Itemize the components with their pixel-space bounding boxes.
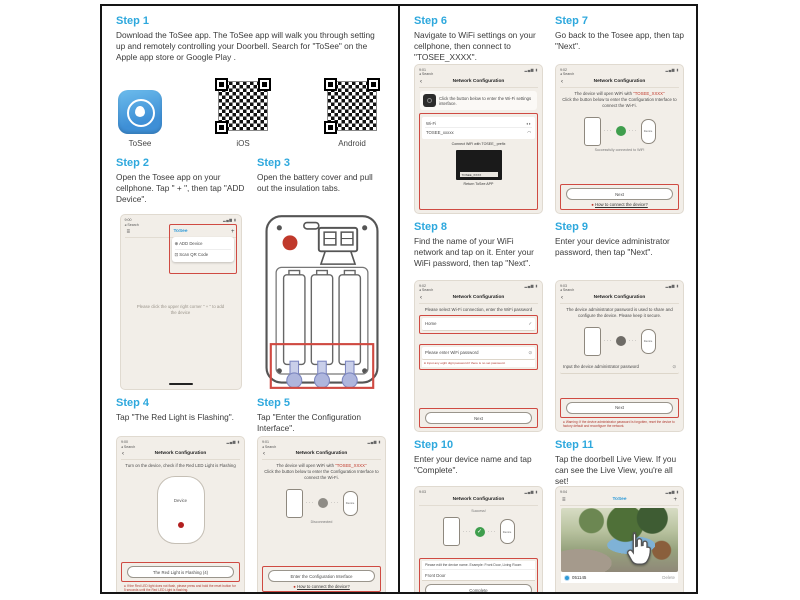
menu-item-add-device: ⊕ ADD Device <box>175 239 231 250</box>
back-icon: ‹ <box>420 78 422 85</box>
back-to-app-label: Search <box>127 222 139 227</box>
wifi-password-field: Please enter WiFi password <box>425 350 479 356</box>
tosee-app-icon <box>118 90 162 134</box>
step10-title: Step 10 <box>414 439 454 451</box>
app-screenshot-thumb <box>456 150 502 180</box>
highlight-box-next: Next ● How to connect the device? <box>560 184 679 210</box>
step5-body: Tap "Enter the Configuration Interface". <box>257 412 361 434</box>
pointing-hand-icon <box>622 529 652 569</box>
step10-body: Enter your device name and tap "Complete". <box>414 454 532 475</box>
complete-button: Complete <box>425 584 532 592</box>
wifi-banner: TOSEE_XXXX <box>460 172 498 177</box>
reset-button <box>282 236 297 251</box>
status-icons: ▂▄▆ ▮ <box>665 490 679 495</box>
red-led-dot <box>178 522 184 528</box>
left-column <box>102 6 398 592</box>
connection-node <box>616 336 626 346</box>
status-time: 9:01 <box>262 440 269 445</box>
highlight-box-enter-config: Enter the Configuration Interface ● How to connect the device? <box>262 566 381 592</box>
doorbell-back-diagram <box>263 214 381 390</box>
wifi-name: "TOSEE_XXXX" <box>633 91 665 97</box>
phone-icon <box>584 327 601 356</box>
android-qr-code <box>324 78 380 134</box>
instruction-text: The device will open WiFi with "TOSEE_XXXX" Click the button below to enter the Configuration Interface to connect the Wi-Fi. <box>562 91 677 108</box>
home-indicator <box>169 383 193 386</box>
step6-phone-screenshot: 9:01 ◂ Search ▂▄▆ ▮ ‹ Network Configuration Click the button below to enter the Wi-Fi settings interface. Wi-Fi ◖◗ TOSEE_xxxxx ◠ Connect WiFi with TOSEE_ prefix TOSEE_XXXX Return ToSee APP <box>414 64 543 214</box>
step2-title: Step 2 <box>116 157 150 170</box>
connection-status: Disconnected <box>310 519 333 524</box>
nav-title: Network Configuration <box>295 451 348 457</box>
app-title: ToSee <box>173 229 188 235</box>
success-status: Success! <box>471 509 486 514</box>
highlight-box-wifi-name <box>419 315 538 334</box>
tosee-app-label: ToSee <box>128 139 152 149</box>
success-check-node: ✓ <box>475 527 485 537</box>
device-icon: Device <box>500 519 515 544</box>
eye-icon: ⊙ <box>528 349 532 355</box>
nav-title: Network Configuration <box>452 497 505 503</box>
wifi-name-field: Home <box>425 321 437 327</box>
status-time: 9:03 <box>419 490 426 495</box>
nav-title: Network Configuration <box>593 295 646 301</box>
wifi-name: "TOSEE_XXXX" <box>335 463 367 469</box>
enter-configuration-button: Enter the Configuration Interface <box>268 570 375 582</box>
connection-diagram: ··· ··· Device <box>262 489 381 518</box>
phone-icon <box>286 489 303 518</box>
empty-state-hint: Please click the upper right corner " + " to add the device <box>136 303 225 315</box>
phone-status-bar: 9:00 ◂ Search ▂▄▆ ▮ <box>124 218 237 227</box>
step8-title: Step 8 <box>414 221 448 233</box>
wifi-icon: ◠ <box>527 129 531 135</box>
plus-icon: + <box>673 497 677 504</box>
toggle-icon: ◖◗ <box>525 120 531 126</box>
status-icons: ▂▄▆ ▮ <box>524 490 538 495</box>
connection-diagram: ··· ··· Device <box>560 327 679 356</box>
eye-icon: ⊙ <box>672 363 676 369</box>
caption-connect-wifi: Connect WiFi with TOSEE_ prefix <box>451 142 506 147</box>
next-button: Next <box>425 412 532 424</box>
step9-body: Enter your device administrator password, then tap "Next". <box>555 236 670 257</box>
step8-body: Find the name of your WiFi network and tap on it. Enter your WiFi password, then tap "Next". <box>414 236 534 268</box>
status-time: 9:04 <box>560 490 567 495</box>
caption-return-app: Return ToSee APP <box>463 182 494 187</box>
highlight-box-next <box>419 408 538 428</box>
plus-icon: + <box>230 229 235 236</box>
red-light-flashing-button: The Red Light is Flashing (4) <box>127 566 234 578</box>
right-column <box>398 6 696 592</box>
phone-icon <box>584 117 601 146</box>
ios-qr-code <box>215 78 271 134</box>
status-time: 9:00 <box>121 440 128 445</box>
hamburger-icon: ≡ <box>562 497 566 504</box>
device-name-hint: Please edit the device name. Example: Front Door, Living Room <box>422 561 535 570</box>
step9-title: Step 9 <box>555 221 589 233</box>
delete-label: Delete <box>662 575 675 581</box>
status-time: 9:02 <box>560 68 567 72</box>
back-icon: ‹ <box>122 450 124 457</box>
connection-node-connected <box>616 126 626 136</box>
admin-password-field: Input the device administrator password <box>563 364 639 370</box>
check-icon: ✓ <box>528 320 532 326</box>
ios-label: iOS <box>236 139 250 149</box>
connection-node <box>318 498 328 508</box>
step4-body: Tap "The Red Light is Flashing". <box>116 412 234 423</box>
step4-title: Step 4 <box>116 397 150 410</box>
menu-item-scan-qr: ⊡ Scan QR Code <box>174 252 209 258</box>
step3-body: Open the battery cover and pull out the insulation tabs. <box>257 172 373 194</box>
step5-phone-screenshot: 9:01 ◂ Search ▂▄▆ ▮ ‹ Network Configuration The device will open WiFi with "TOSEE_XXXX" Click the button below to enter the Configuration Interface to connect the Wi-Fi. ··· ··· Device Disconnected Enter the Configuration Interface ● How to connect the device? <box>257 436 386 592</box>
nav-title: Network Configuration <box>452 295 505 301</box>
device-icon: Device <box>641 329 656 354</box>
next-button: Next <box>566 402 673 414</box>
back-icon: ‹ <box>561 294 563 301</box>
live-view-thumbnail <box>561 508 678 572</box>
step7-body: Go back to the Tosee app, then tap "Next". <box>555 30 685 51</box>
highlight-box-add-device <box>169 224 237 274</box>
instruction-text: Turn on the device, check if the Red LED Light is Flashing <box>125 463 236 469</box>
status-icons: ▂▄▆ ▮ <box>367 440 381 445</box>
connection-diagram: ··· ··· Device <box>560 117 679 146</box>
step10-phone-screenshot <box>414 486 543 592</box>
status-icons: ▂▄▆ ▮ <box>665 68 679 72</box>
device-illustration: Device <box>157 476 205 544</box>
next-button: Next <box>566 188 673 200</box>
step11-phone-screenshot <box>555 486 684 592</box>
highlight-box-next <box>560 398 679 418</box>
android-label: Android <box>338 139 366 149</box>
nav-title: Network Configuration <box>154 451 207 457</box>
step4-phone-screenshot: 9:00 ◂ Search ▂▄▆ ▮ ‹ Network Configuration Turn on the device, check if the Red LED Light is Flashing Device The Red Light is Flashing (4) ● If the Red LED light does not flash, please press and hold the reset button for 5 seconds until the Red LED Light is flashing. <box>116 436 245 592</box>
status-time: 9:03 <box>560 284 567 288</box>
status-time: 9:00 <box>124 218 132 223</box>
highlight-box-wifi-password <box>419 344 538 370</box>
step6-body: Navigate to WiFi settings on your cellphone, then connect to "TOSEE_XXXX". <box>414 30 536 62</box>
step7-phone-screenshot: 9:02 ◂ Search ▂▄▆ ▮ ‹ Network Configuration The device will open WiFi with "TOSEE_XXXX" Click the button below to enter the Configuration Interface to connect the Wi-Fi. ··· ··· Device Successfully connected to WiFi Next ● How to connect the device? <box>555 64 684 214</box>
device-photo-icon <box>423 94 436 107</box>
card-text: Click the button below to enter the Wi-Fi settings interface. <box>439 95 532 106</box>
step1-title: Step 1 <box>116 15 150 27</box>
status-icons: ▂▄▆ ▮ <box>222 218 237 223</box>
step3-title: Step 3 <box>257 157 291 170</box>
app-title: ToSee <box>612 497 627 503</box>
highlight-box-device-name <box>419 558 538 592</box>
back-icon: ‹ <box>420 294 422 301</box>
step1-body: Download the ToSee app. The ToSee app will walk you through setting up and remotely controlling your Doorbell. Search for "ToSee" on the Apple app store or Google Play . <box>116 30 375 62</box>
device-id: 051145 <box>572 575 587 581</box>
device-name-field: Front Door <box>422 570 535 581</box>
step2-body: Open the Tosee app on your cellphone. Tap " + ", then tap "ADD Device". <box>116 172 245 204</box>
phone-icon <box>443 517 460 546</box>
warning-note: ● Warning: If the device administrator password is forgotten, reset the device to factory default and reconfigure the network. <box>563 419 675 428</box>
device-row <box>561 572 678 583</box>
camera-status-icon <box>564 575 570 581</box>
back-icon: ‹ <box>263 450 265 457</box>
manual-page <box>100 4 698 594</box>
highlight-box-red-light-button <box>121 562 240 582</box>
password-note: ● Input any eight digit password if there is no set password. <box>422 360 535 367</box>
footnote: ● If the Red LED light does not flash, please press and hold the reset button for 5 seconds until the Red LED Light is flashing. <box>124 584 236 592</box>
insulation-tabs <box>286 362 356 389</box>
app-download-row <box>118 78 380 148</box>
instruction-text: Please select Wi-Fi connection, enter the WiFi password <box>424 307 533 313</box>
step9-phone-screenshot: 9:03 ◂ Search ▂▄▆ ▮ ‹ Network Configuration The device administrator password is used to share and configure the device. Please keep it secure. ··· ··· Device Input the device administrator password ⊙ Next ● Warning: If the device administrator password is forgotten, reset the device to factory default and reconfigure the network. <box>555 280 684 432</box>
step5-title: Step 5 <box>257 397 291 410</box>
connection-diagram: ··· ✓ ··· Device <box>419 517 538 546</box>
nav-title: Network Configuration <box>452 79 505 85</box>
connection-status: Successfully connected to WiFi <box>594 147 645 152</box>
how-to-connect-link: How to connect the device? <box>595 202 648 207</box>
status-time: 9:01 <box>419 68 426 72</box>
hamburger-icon: ≡ <box>126 229 131 236</box>
step2-phone-screenshot <box>120 214 242 390</box>
device-icon: Device <box>343 491 358 516</box>
step7-title: Step 7 <box>555 15 589 27</box>
wifi-settings-mini: Wi-Fi ◖◗ TOSEE_xxxxx ◠ <box>422 117 535 139</box>
status-icons: ▂▄▆ ▮ <box>226 440 240 445</box>
nav-title: Network Configuration <box>593 79 646 85</box>
instruction-text: The device will open WiFi with "TOSEE_XXXX" Click the button below to enter the Configuration Interface to connect the Wi-Fi. <box>264 463 379 481</box>
step11-title: Step 11 <box>555 439 594 451</box>
step8-phone-screenshot: 9:02 ◂ Search ▂▄▆ ▮ ‹ Network Configuration Please select Wi-Fi connection, enter the WiFi password Home ✓ Please enter WiFi password ⊙ ● Input any eight digit password if there is no set password. Next <box>414 280 543 432</box>
step6-title: Step 6 <box>414 15 448 27</box>
highlight-box-wifi-steps <box>419 113 538 210</box>
status-time: 9:02 <box>419 284 426 288</box>
status-icons: ▂▄▆ ▮ <box>665 284 679 288</box>
device-icon: Device <box>641 119 656 144</box>
status-icons: ▂▄▆ ▮ <box>524 284 538 288</box>
step11-body: Tap the doorbell Live View. If you can see the Live View, you're all set! <box>555 454 677 486</box>
instruction-text: The device administrator password is used to share and configure the device. Please keep it secure. <box>566 307 673 318</box>
how-to-connect-link: How to connect the device? <box>297 584 350 590</box>
status-icons: ▂▄▆ ▮ <box>524 68 538 72</box>
back-icon: ‹ <box>561 78 563 85</box>
